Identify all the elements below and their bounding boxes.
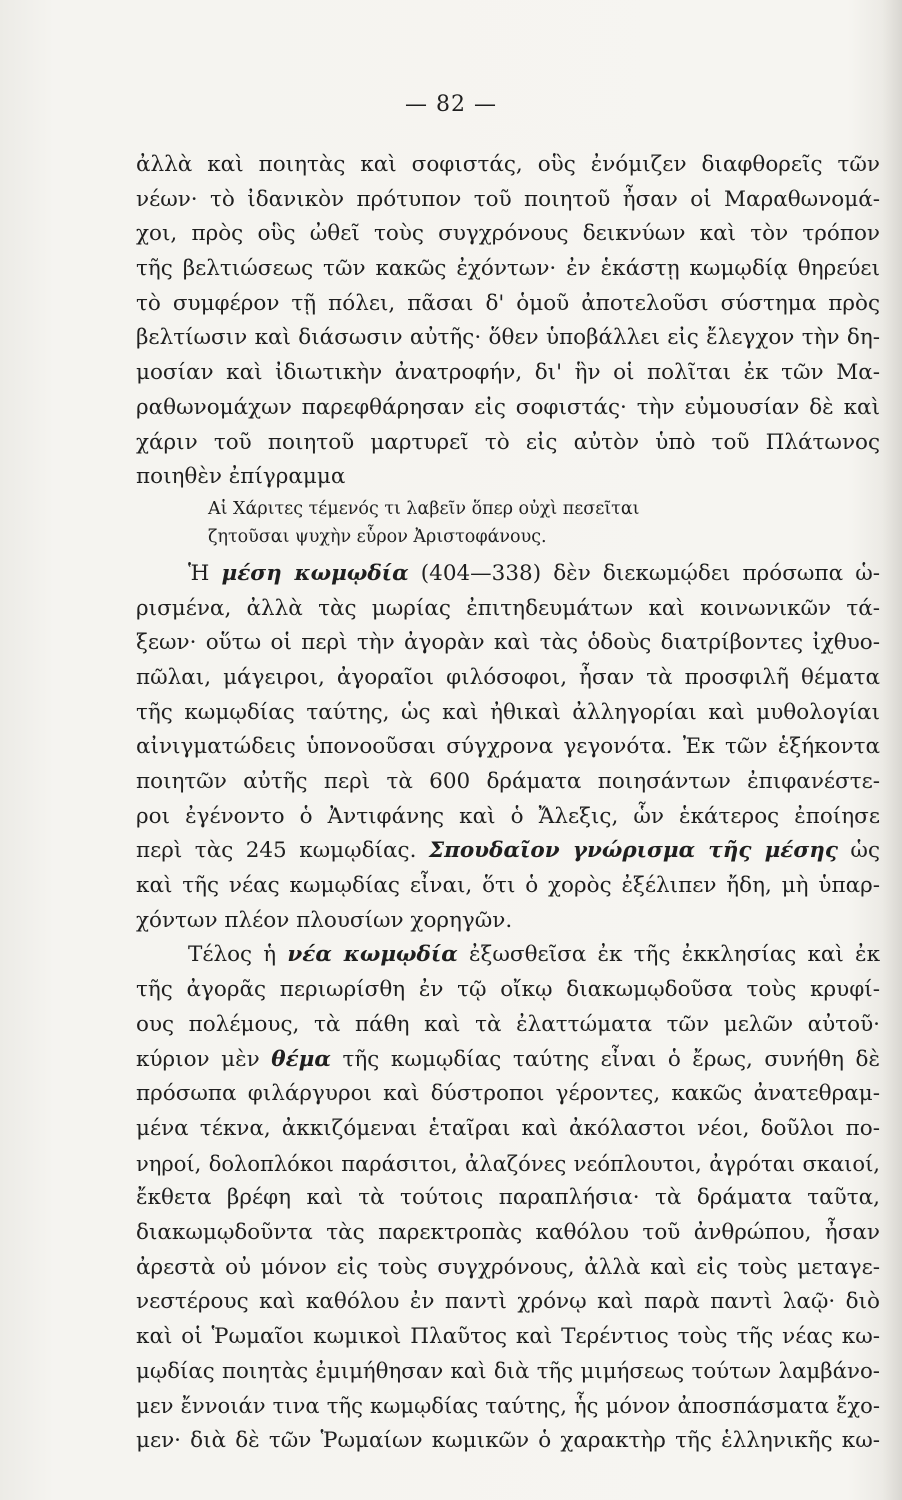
text-run: κύριον μὲν (136, 1046, 272, 1072)
text-line (136, 834, 880, 869)
text-line: πρόσωπα φιλάργυροι καὶ δύστροποι γέροντες, κακῶς ἀνατεθραμ- (136, 1081, 880, 1107)
text-line: αἰνιγματώδεις ὑπονοοῦσαι σύγχρονα γεγονότα. Ἐκ τῶν ἑξήκοντα (136, 734, 880, 760)
text-line: τῆς κωμῳδίας ταύτης, ὡς καὶ ἠθικαὶ ἀλληγορίαι καὶ μυθολογίαι (136, 699, 880, 725)
paragraph-1 (136, 148, 880, 495)
emphasis-term: μέση κωμῳδία (221, 560, 409, 586)
text-line: ἀρεστὰ οὐ μόνον εἰς τοὺς συγχρόνους, ἀλλὰ καὶ εἰς τοὺς μεταγε- (136, 1254, 880, 1280)
text-line: μεν· διὰ δὲ τῶν Ῥωμαίων κωμικῶν ὁ χαρακτὴρ τῆς ἑλληνικῆς κω- (136, 1428, 880, 1454)
text-line: χόντων πλέον πλουσίων χορηγῶν. (136, 907, 513, 933)
text-line: χάριν τοῦ ποιητοῦ μαρτυρεῖ τὸ εἰς αὐτὸν ὑπὸ τοῦ Πλάτωνος (136, 429, 880, 455)
paragraph-2 (136, 557, 880, 939)
text-line: μῳδίας ποιητὰς ἐμιμήθησαν καὶ διὰ τῆς μιμήσεως τούτων λαμβάνο- (136, 1358, 880, 1384)
epigram-line-2: ζητοῦσαι ψυχὴν εὗρον Ἀριστοφάνους. (208, 526, 547, 547)
text-line: μένα τέκνα, ἀκκιζόμεναι ἑταῖραι καὶ ἀκόλαστοι νέοι, δοῦλοι πο- (136, 1115, 880, 1141)
text-run: ἐξωσθεῖσα ἐκ τῆς ἐκκλησίας καὶ ἐκ (457, 942, 881, 968)
text-line: πῶλαι, μάγειροι, ἀγοραῖοι φιλόσοφοι, ἦσαν τὰ προσφιλῆ θέματα (136, 664, 880, 690)
text-line: ρισμένα, ἀλλὰ τὰς μωρίας ἐπιτηδευμάτων καὶ κοινωνικῶν τά- (136, 595, 880, 621)
page-number: — 82 — (405, 92, 497, 117)
text-line: ἔκθετα βρέφη καὶ τὰ τούτοις παραπλήσια· τὰ δράματα ταῦτα, (136, 1185, 880, 1211)
epigram-line-1: Αἱ Χάριτες τέμενός τι λαβεῖν ὅπερ οὐχὶ πεσεῖται (208, 498, 640, 519)
text-line: ξεων· οὕτω οἱ περὶ τὴν ἀγορὰν καὶ τὰς ὁδοὺς διατρίβοντες ἰχθυο- (136, 630, 880, 656)
text-run: Τέλος ἡ (188, 942, 288, 968)
text-line: μοσίαν καὶ ἰδιωτικὴν ἀνατροφήν, δι' ἣν οἱ πολῖται ἐκ τῶν Μα- (136, 360, 880, 386)
text-line: ροι ἐγένοντο ὁ Ἀντιφάνης καὶ ὁ Ἄλεξις, ὧν ἑκάτερος ἐποίησε (136, 803, 880, 829)
text-line (136, 938, 880, 973)
text-line: ποιητῶν αὐτῆς περὶ τὰ 600 δράματα ποιησάντων ἐπιφανέστε- (136, 769, 880, 794)
body-text (136, 148, 880, 1459)
text-line: καὶ τῆς νέας κωμῳδίας εἶναι, ὅτι ὁ χορὸς ἐξέλιπεν ἤδη, μὴ ὑπαρ- (136, 873, 880, 899)
text-line: νηροί, δολοπλόκοι παράσιτοι, ἀλαζόνες νεόπλουτοι, ἀγρόται σκαιοί, (136, 1150, 880, 1176)
text-line: τῆς βελτιώσεως τῶν κακῶς ἐχόντων· ἐν ἑκάστῃ κωμῳδίᾳ θηρεύει (136, 256, 880, 282)
text-line: τὸ συμφέρον τῇ πόλει, πᾶσαι δ' ὁμοῦ ἀποτελοῦσι σύστημα πρὸς (136, 290, 880, 316)
emphasis-term: Σπουδαῖον γνώρισμα τῆς μέσης (428, 838, 838, 864)
text-line: διακωμῳδοῦντα τὰς παρεκτροπὰς καθόλου τοῦ ἀνθρώπου, ἦσαν (136, 1219, 880, 1245)
text-line: νεστέρους καὶ καθόλου ἐν παντὶ χρόνῳ καὶ παρὰ παντὶ λαῷ· διὸ (136, 1289, 880, 1315)
text-line: βελτίωσιν καὶ διάσωσιν αὐτῆς· ὅθεν ὑποβάλλει εἰς ἔλεγχον τὴν δη- (136, 325, 880, 351)
text-line: ποιηθὲν ἐπίγραμμα (136, 464, 346, 490)
emphasis-term: θέμα (271, 1046, 331, 1072)
text-line: νέων· τὸ ἰδανικὸν πρότυπον τοῦ ποιητοῦ ἦσαν οἱ Μαραθωνομά- (136, 186, 880, 212)
text-line: ους πολέμους, τὰ πάθη καὶ τὰ ἐλαττώματα τῶν μελῶν αὐτοῦ· (136, 1011, 880, 1037)
epigram (136, 495, 880, 551)
text-line (136, 557, 880, 592)
text-line: καὶ οἱ Ῥωμαῖοι κωμικοὶ Πλαῦτος καὶ Τερέντιος τοὺς τῆς νέας κω- (136, 1324, 880, 1349)
text-line: χοι, πρὸς οὓς ὠθεῖ τοὺς συγχρόνους δεικνύων καὶ τὸν τρόπον (136, 221, 880, 247)
text-line: ραθωνομάχων παρεφθάρησαν εἰς σοφιστάς· τὴν εὐμουσίαν δὲ καὶ (136, 394, 880, 420)
page-edge-shadow (882, 0, 902, 1500)
text-run: ὡς (837, 838, 880, 864)
text-run: τῆς κωμῳδίας ταύτης εἶναι ὁ ἔρως, συνήθη δὲ (330, 1046, 880, 1072)
text-run: (404—338) δὲν διεκωμῴδει πρόσωπα ὡ- (408, 560, 881, 586)
text-run: Ἡ (188, 560, 222, 586)
text-run: περὶ τὰς 245 κωμῳδίας. (136, 838, 429, 864)
paragraph-3 (136, 938, 880, 1458)
text-line: ἀλλὰ καὶ ποιητὰς καὶ σοφιστάς, οὓς ἐνόμιζεν διαφθορεῖς τῶν (136, 152, 880, 177)
text-line: τῆς ἀγορᾶς περιωρίσθη ἐν τῷ οἴκῳ διακωμῳδοῦσα τοὺς κρυφί- (136, 977, 880, 1003)
text-line (136, 1043, 880, 1078)
text-line: μεν ἔννοιάν τινα τῆς κωμῳδίας ταύτης, ἧς μόνον ἀποσπάσματα ἔχο- (136, 1393, 880, 1419)
emphasis-term: νέα κωμῳδία (287, 942, 458, 968)
